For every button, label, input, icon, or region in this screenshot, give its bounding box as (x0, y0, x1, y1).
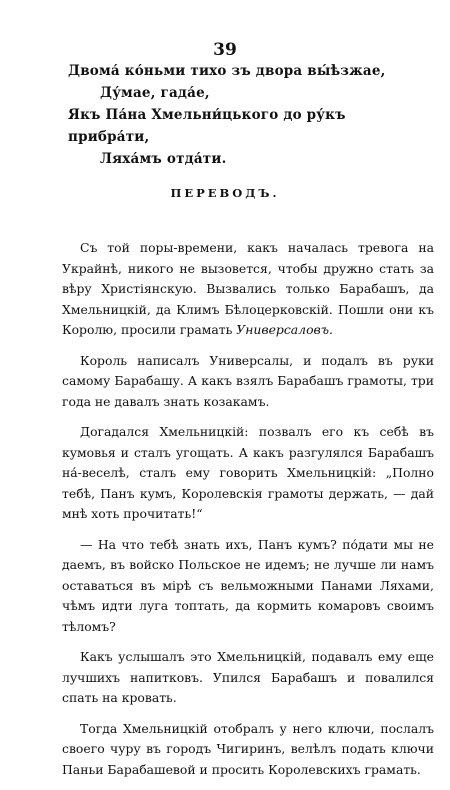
verse-line-4: Ляха́мъ отда́ти. (100, 151, 227, 167)
paragraph-6: Тогда Хмельницкій отобралъ у него ключи, послалъ своего чуру въ городъ Чигиринъ, велѣлъ подать ключи Паньи Барабашевой и просить Королевскихъ грамать. (62, 720, 434, 777)
paragraph-1-text: Съ той поры-времени, какъ началась тревога на Украйнѣ, никого не вызовется, чтобы дружно стать за вѣру Христіянскую. Вызвались только Барабашъ, да Хмельницкій, да Климъ Бѣлоцерковскій. Пошли они къ Королю, просили грамать (62, 240, 434, 337)
paragraph-1 (62, 238, 434, 341)
paragraph-4: — На что тебѣ знать ихъ, Панъ кумъ? по́дати мы не даемъ, въ войско Польское не идемъ; не лучше ли намъ оставаться въ мірѣ съ вельможными Панами Ляхами, чѣмъ идти луга топтать, да кормить комаровъ своимъ тѣломъ? (62, 536, 434, 634)
verse-line-1: Двома́ ко́ньми тихо зъ двора вы́ѣзжае, (68, 63, 386, 79)
paragraph-2: Король написалъ Универсалы, и подалъ въ руки самому Барабашу. А какъ взялъ Барабашъ грамоты, три года не давалъ знать козакамъ. (62, 352, 434, 409)
verse-block (68, 60, 428, 170)
page-number: 39 (213, 40, 237, 60)
paragraph-1-italic: Универсаловъ. (236, 322, 333, 337)
paragraph-5: Какъ услышалъ это Хмельницкій, подавалъ ему еще лучшихъ напитковъ. Упился Барабашъ и повалился спать на кровать. (62, 649, 434, 705)
verse-line-3: Якъ Па́на Хмельни́цькогo до ру́къ прибра́ти, (68, 107, 346, 145)
section-heading: ПЕРЕВОДЪ. (170, 186, 280, 200)
translation-text (62, 238, 434, 790)
verse-line-2: Ду́мае, гада́е, (100, 85, 210, 101)
paragraph-3: Догадался Хмельницкій: позвалъ его къ себѣ въ кумовья и сталъ угощать. А какъ разгулялся Барабашъ на́-веселѣ, сталъ ему говорить Хмельницкій: „Полно тебѣ, Панъ кумъ, Королевскія грамоты держать, — дай мнѣ хоть прочитать!“ (62, 424, 434, 521)
